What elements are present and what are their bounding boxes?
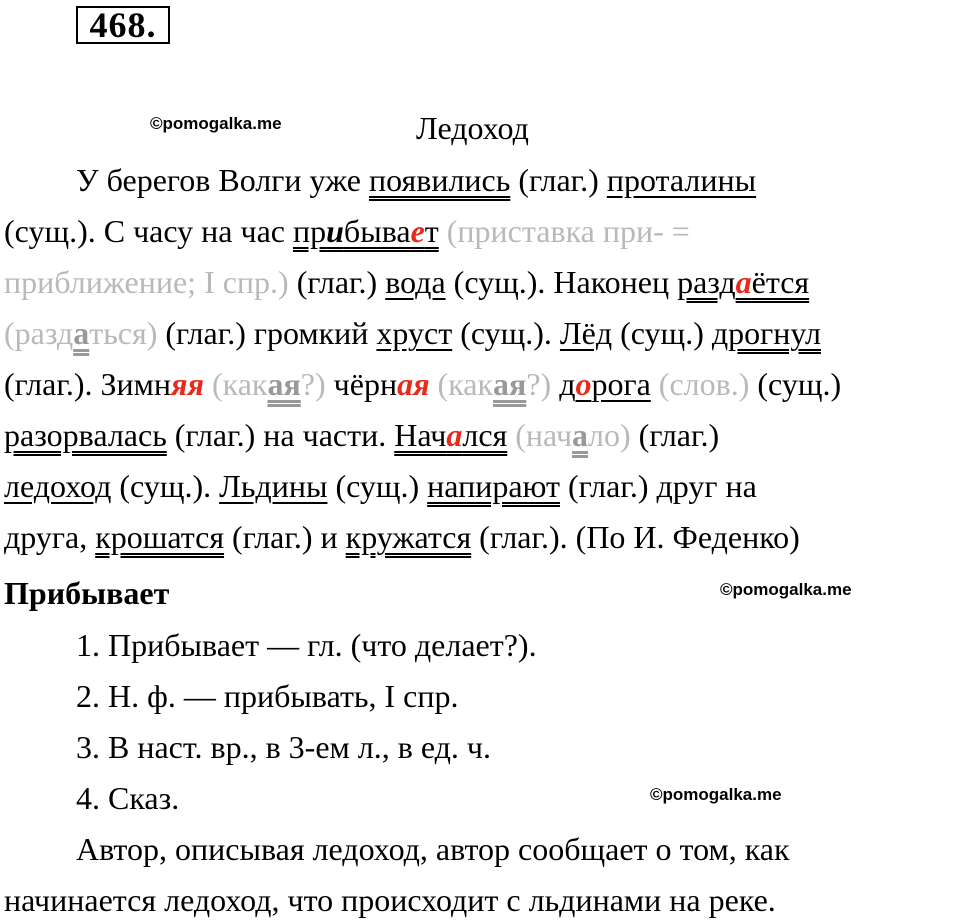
text-fragment: (сущ.) [749, 366, 842, 402]
text-line-6 [4, 417, 719, 454]
subject-word: Льдины [219, 468, 328, 504]
hint-text: ло) [588, 417, 631, 453]
conclusion-line-2: начинается ледоход, что происходит с льдинами на реке. [4, 882, 776, 918]
text-fragment: (сущ.). [111, 468, 220, 504]
watermark: ©pomogalka.me [720, 580, 852, 599]
analysis-item: 4. Сказ. [76, 780, 180, 816]
text-fragment: пр [292, 213, 327, 249]
text-fragment: (глаг.) и [224, 519, 346, 555]
conclusion-line-1: Автор, описывая ледоход, автор сообщает о том, как [76, 831, 790, 867]
text-fragment: ётся [751, 264, 810, 300]
text-line-1 [76, 162, 756, 199]
subject-word: хруст [376, 315, 453, 351]
text-fragment: друга, [4, 519, 96, 555]
predicate-word: появились [368, 162, 511, 198]
hint-letter: а [572, 417, 589, 453]
analysis-item: 3. В наст. вр., в 3-ем л., в ед. ч. [76, 729, 492, 765]
analysis-heading: Прибывает [4, 575, 170, 611]
hint-text: приближение; I спр.) [4, 264, 289, 300]
predicate-word: разорвалась [4, 417, 167, 453]
text-fragment [551, 366, 559, 402]
text-fragment: (сущ.). [452, 315, 560, 351]
analysis-item: 2. Н. ф. — прибывать, I спр. [76, 678, 459, 714]
text-line-5 [4, 366, 841, 403]
highlight-letter: и [326, 213, 344, 249]
text-fragment: разд [677, 264, 736, 300]
text-fragment: д [559, 366, 576, 402]
watermark: ©pomogalka.me [650, 785, 782, 804]
text-fragment: (глаг.) [630, 417, 720, 453]
hint-text: (слов.) [650, 366, 750, 402]
text-fragment: (глаг.) [288, 264, 386, 300]
text-fragment: У берегов Волги уже [76, 162, 369, 198]
subject-word: проталины [606, 162, 757, 198]
text-line-2 [4, 213, 690, 250]
text-fragment: быва [343, 213, 411, 249]
hint-text: ?) [526, 366, 552, 402]
hint-text: ться) [89, 315, 158, 351]
predicate-word: напирают [427, 468, 560, 504]
text-fragment: (глаг.) на части. [166, 417, 395, 453]
highlight-letter: а [446, 417, 463, 453]
text-line-3 [4, 264, 809, 301]
subject-word: Лёд [559, 315, 613, 351]
text-fragment: (сущ.) [327, 468, 428, 504]
predicate-word: дрогнул [711, 315, 821, 351]
hint-text: (разд [4, 315, 74, 351]
text-fragment: (сущ.). С часу на час [4, 213, 293, 249]
text-fragment: т [424, 213, 439, 249]
text-fragment: (глаг.) [510, 162, 607, 198]
predicate-word: кружатся [345, 519, 472, 555]
hint-text: (как [204, 366, 268, 402]
text-fragment: рога [591, 366, 651, 402]
text-fragment: (глаг.) громкий [157, 315, 377, 351]
hint-text: ?) [300, 366, 326, 402]
highlight-letter: а [735, 264, 752, 300]
text-fragment: (сущ.) [612, 315, 712, 351]
exercise-number: 468. [76, 6, 170, 44]
hint-letter: а [73, 315, 90, 351]
highlight-letter: е [410, 213, 425, 249]
text-fragment: (глаг.). Зимн [4, 366, 172, 402]
text-fragment: Нач [394, 417, 447, 453]
hint-letter: ая [493, 366, 527, 402]
hint-text: (приставка при- = [438, 213, 690, 249]
highlight-letter: ая [397, 366, 430, 402]
text-title: Ледоход [416, 110, 529, 146]
hint-letter: ая [267, 366, 301, 402]
watermark: ©pomogalka.me [150, 114, 282, 133]
highlight-letter: о [575, 366, 592, 402]
hint-text: (как [429, 366, 494, 402]
text-fragment: (сущ.). Наконец [445, 264, 678, 300]
text-fragment: (глаг.). (По И. Феденко) [471, 519, 800, 555]
subject-word: ледоход [4, 468, 112, 504]
text-line-8 [4, 519, 800, 556]
analysis-item: 1. Прибывает — гл. (что делает?). [76, 627, 537, 663]
text-fragment: лся [462, 417, 508, 453]
text-fragment: (глаг.) друг на [560, 468, 757, 504]
text-line-4 [4, 315, 821, 352]
hint-text: (нач [507, 417, 573, 453]
highlight-letter: яя [171, 366, 204, 402]
subject-word: вода [385, 264, 446, 300]
text-fragment: чёрн [325, 366, 398, 402]
text-line-7 [4, 468, 757, 505]
predicate-word: крошатся [95, 519, 225, 555]
